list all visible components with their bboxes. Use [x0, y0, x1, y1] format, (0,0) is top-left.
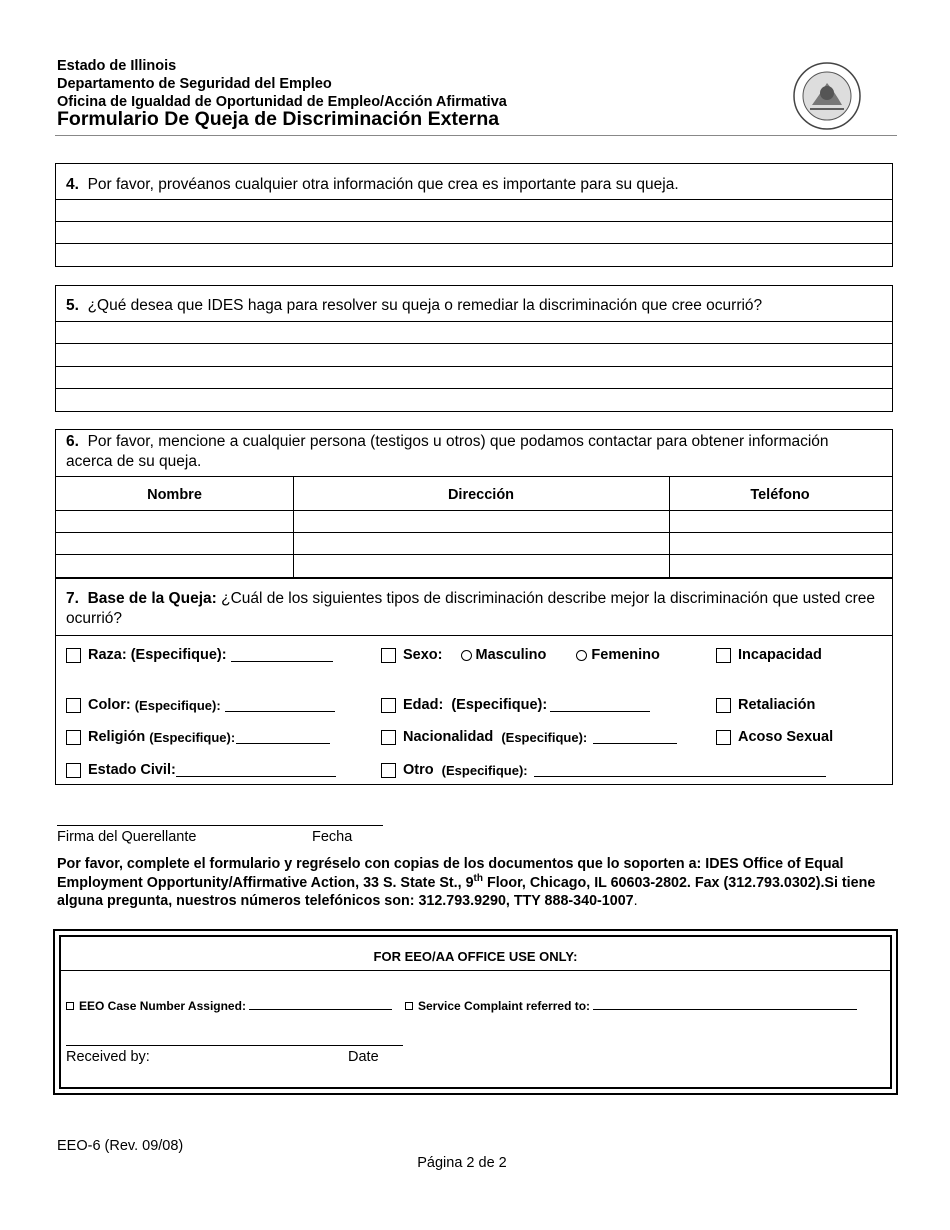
- case-number-checkbox[interactable]: [66, 1002, 74, 1010]
- office-date-label: Date: [348, 1049, 379, 1065]
- case-number-field[interactable]: EEO Case Number Assigned:: [66, 999, 392, 1013]
- religion-checkbox[interactable]: [66, 730, 81, 745]
- header-rule: [55, 135, 897, 136]
- sexo-option[interactable]: Sexo: Masculino Femenino: [381, 647, 660, 663]
- retaliacion-checkbox[interactable]: [716, 698, 731, 713]
- answer-line[interactable]: [56, 243, 892, 244]
- questions-6-7-box: [55, 429, 893, 785]
- referred-field[interactable]: Service Complaint referred to:: [405, 999, 857, 1013]
- otro-option[interactable]: Otro (Especifique):: [381, 762, 826, 778]
- nacionalidad-checkbox[interactable]: [381, 730, 396, 745]
- answer-line[interactable]: [56, 388, 892, 389]
- answer-line[interactable]: [56, 221, 892, 222]
- header-state: Estado de Illinois: [57, 58, 177, 74]
- question-7-text: 7. Base de la Queja: ¿Cuál de los siguientes tipos de discriminación describe mejor la discriminación que usted cree ocurrió?: [66, 590, 876, 627]
- question-5-text: 5. ¿Qué desea que IDES haga para resolver su queja o remediar la discriminación que cree ocurrió?: [66, 297, 763, 314]
- raza-checkbox[interactable]: [66, 648, 81, 663]
- raza-option[interactable]: Raza: (Especifique):: [66, 647, 333, 663]
- received-by-line[interactable]: [66, 1045, 403, 1046]
- column-telefono: Teléfono: [750, 487, 810, 503]
- retaliacion-option[interactable]: Retaliación: [716, 697, 815, 713]
- sexo-checkbox[interactable]: [381, 648, 396, 663]
- answer-line[interactable]: [56, 343, 892, 344]
- religion-option[interactable]: Religión (Especifique):: [66, 729, 330, 745]
- femenino-radio[interactable]: [576, 650, 587, 661]
- answer-line[interactable]: [56, 366, 892, 367]
- edad-checkbox[interactable]: [381, 698, 396, 713]
- nacionalidad-option[interactable]: Nacionalidad (Especifique):: [381, 729, 677, 745]
- color-checkbox[interactable]: [66, 698, 81, 713]
- question-4-box: [55, 163, 893, 267]
- form-id: EEO-6 (Rev. 09/08): [57, 1138, 184, 1154]
- signature-line[interactable]: [57, 825, 383, 826]
- office-title: FOR EEO/AA OFFICE USE ONLY:: [373, 949, 578, 964]
- column-nombre: Nombre: [147, 487, 202, 503]
- answer-line[interactable]: [56, 321, 892, 322]
- acoso-sexual-option[interactable]: Acoso Sexual: [716, 729, 833, 745]
- estado-civil-checkbox[interactable]: [66, 763, 81, 778]
- edad-option[interactable]: Edad: (Especifique):: [381, 697, 650, 713]
- office-use-box: [53, 929, 898, 1095]
- incapacidad-checkbox[interactable]: [716, 648, 731, 663]
- instructions-text: Por favor, complete el formulario y regréselo con copias de los documentos que lo soporten a: IDES Office of Equal Employment Opportunity/Affirmative Action, 33 S. State St., 9th Floor, Chicago, IL 60603-2802. Fax (312.793.0302).Si tiene alguna pregunta, nuestros números telefónicos son: 312.793.9290, TTY 888-340-1007.: [57, 856, 876, 909]
- signature-label: Firma del Querellante: [57, 829, 197, 845]
- answer-line[interactable]: [56, 199, 892, 200]
- date-label: Fecha: [312, 829, 353, 845]
- state-seal-icon: [792, 61, 862, 136]
- acoso-sexual-checkbox[interactable]: [716, 730, 731, 745]
- referred-checkbox[interactable]: [405, 1002, 413, 1010]
- question-6-text: 6. Por favor, mencione a cualquier persona (testigos u otros) que podamos contactar para obtener información acerca de su queja.: [66, 433, 829, 470]
- page-title: Formulario De Queja de Discriminación Externa: [57, 108, 500, 130]
- otro-checkbox[interactable]: [381, 763, 396, 778]
- received-by-label: Received by:: [66, 1049, 150, 1065]
- page-number: Página 2 de 2: [417, 1155, 507, 1171]
- question-5-box: [55, 285, 893, 412]
- header-department: Departamento de Seguridad del Empleo: [57, 76, 332, 92]
- masculino-radio[interactable]: [461, 650, 472, 661]
- color-option[interactable]: Color: (Especifique):: [66, 697, 335, 713]
- incapacidad-option[interactable]: Incapacidad: [716, 647, 822, 663]
- estado-civil-option[interactable]: Estado Civil:: [66, 762, 336, 778]
- question-4-text: 4. Por favor, provéanos cualquier otra información que crea es importante para su queja.: [66, 176, 679, 193]
- header-office: Oficina de Igualdad de Oportunidad de Empleo/Acción Afirmativa: [57, 94, 507, 110]
- column-direccion: Dirección: [447, 487, 515, 503]
